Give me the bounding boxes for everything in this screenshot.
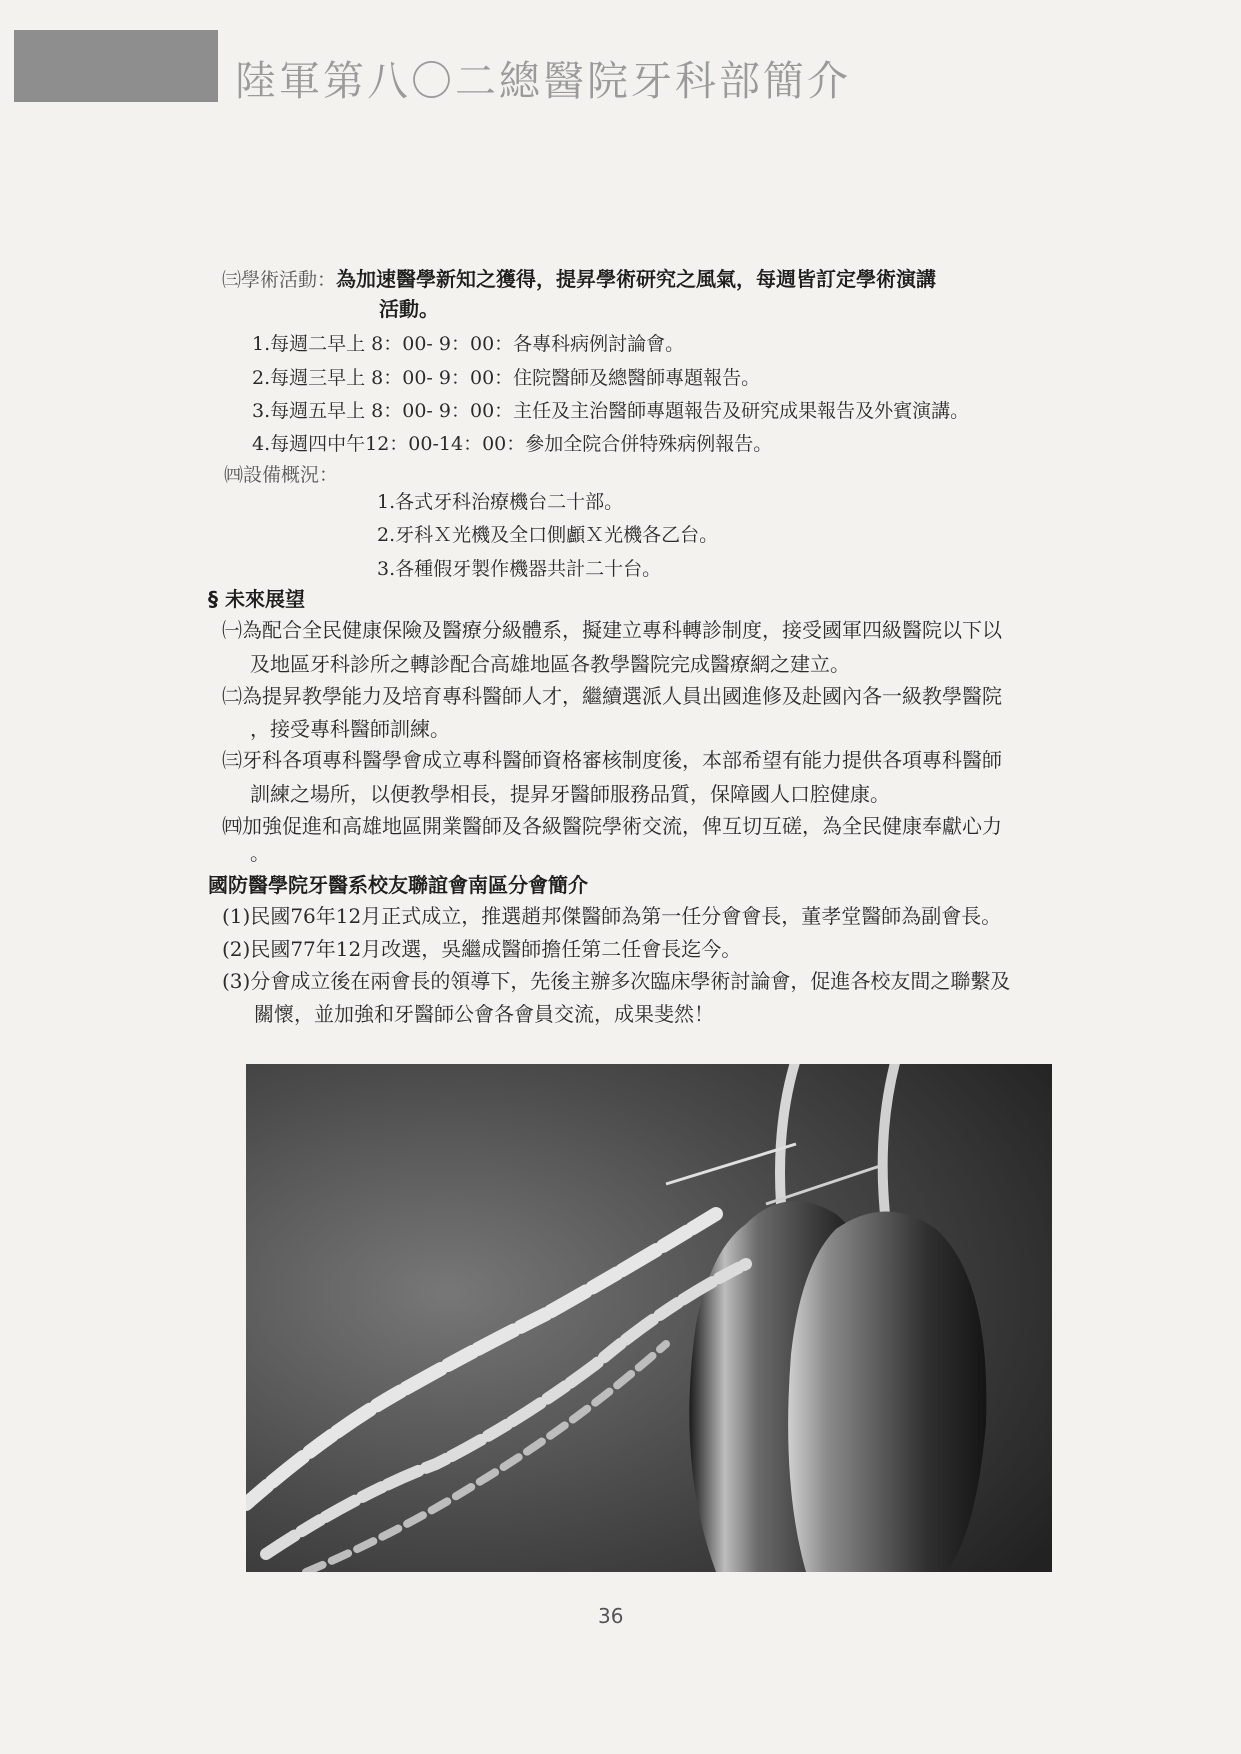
alumni-heading: 國防醫學院牙醫系校友聯誼會南區分會簡介	[208, 873, 588, 897]
equipment-item-3: 3.各種假牙製作機器共計二十台。	[377, 558, 662, 580]
future-para-3-line-2: 訓練之場所，以便教學相長，提昇牙醫師服務品質，保障國人口腔健康。	[250, 782, 890, 806]
future-para-1-line-1: ㈠為配合全民健康保險及醫療分級體系，擬建立專科轉診制度，接受國軍四級醫院以下以	[222, 618, 1002, 642]
future-para-2-line-2: ，接受專科醫師訓練。	[250, 717, 450, 741]
alumni-item-2: (2)民國77年12月改選，吳繼成醫師擔任第二任會長迄今。	[222, 937, 742, 961]
equipment-label: ㈣設備概況：	[224, 464, 339, 486]
future-para-1-line-2: 及地區牙科診所之轉診配合高雄地區各教學醫院完成醫療網之建立。	[250, 652, 850, 676]
academic-label: ㈢學術活動：	[222, 269, 337, 291]
future-para-4-line-2: 。	[250, 841, 270, 865]
alumni-item-1: (1)民國76年12月正式成立，推選趙邦傑醫師為第一任分會會長，董孝堂醫師為副會長。	[222, 904, 1002, 928]
photo-graphic	[246, 1064, 1052, 1572]
equipment-item-2: 2.牙科Ｘ光機及全口側顱Ｘ光機各乙台。	[377, 524, 719, 546]
alumni-item-3: (3)分會成立後在兩會長的領導下，先後主辦多次臨床學術討論會，促進各校友間之聯繫及	[222, 969, 1011, 993]
academic-item-3: 3.每週五早上 8：00- 9：00：主任及主治醫師專題報告及研究成果報告及外賓演講。	[252, 400, 970, 422]
page-title: 陸軍第八〇二總醫院牙科部簡介	[235, 57, 851, 105]
equipment-item-1: 1.各式牙科治療機台二十部。	[377, 491, 624, 513]
academic-text-1: 為加速醫學新知之獲得，提昇學術研究之風氣，每週皆訂定學術演講	[336, 267, 937, 291]
future-para-3-line-1: ㈢牙科各項專科醫學會成立專科醫師資格審核制度後，本部希望有能力提供各項專科醫師	[222, 748, 1002, 772]
alumni-item-3-cont: 關懷，並加強和牙醫師公會各會員交流，成果斐然！	[254, 1002, 714, 1026]
academic-item-2: 2.每週三早上 8：00- 9：00：住院醫師及總醫師專題報告。	[252, 367, 761, 389]
header-gray-block	[14, 30, 218, 102]
future-para-2-line-1: ㈡為提昇教學能力及培育專科醫師人才，繼續選派人員出國進修及赴國內各一級教學醫院	[222, 684, 1002, 708]
dental-instrument-photo	[246, 1064, 1052, 1572]
academic-item-4: 4.每週四中午12：00-14：00：參加全院合併特殊病例報告。	[252, 433, 773, 455]
academic-row	[222, 266, 936, 293]
future-para-4-line-1: ㈣加強促進和高雄地區開業醫師及各級醫院學術交流，俾互切互磋，為全民健康奉獻心力	[222, 814, 1002, 838]
academic-item-1: 1.每週二早上 8：00- 9：00：各專科病例討論會。	[252, 333, 685, 355]
academic-text-2: 活動。	[379, 297, 439, 321]
future-heading: § 未來展望	[208, 587, 305, 611]
page-number: 36	[598, 1604, 624, 1628]
